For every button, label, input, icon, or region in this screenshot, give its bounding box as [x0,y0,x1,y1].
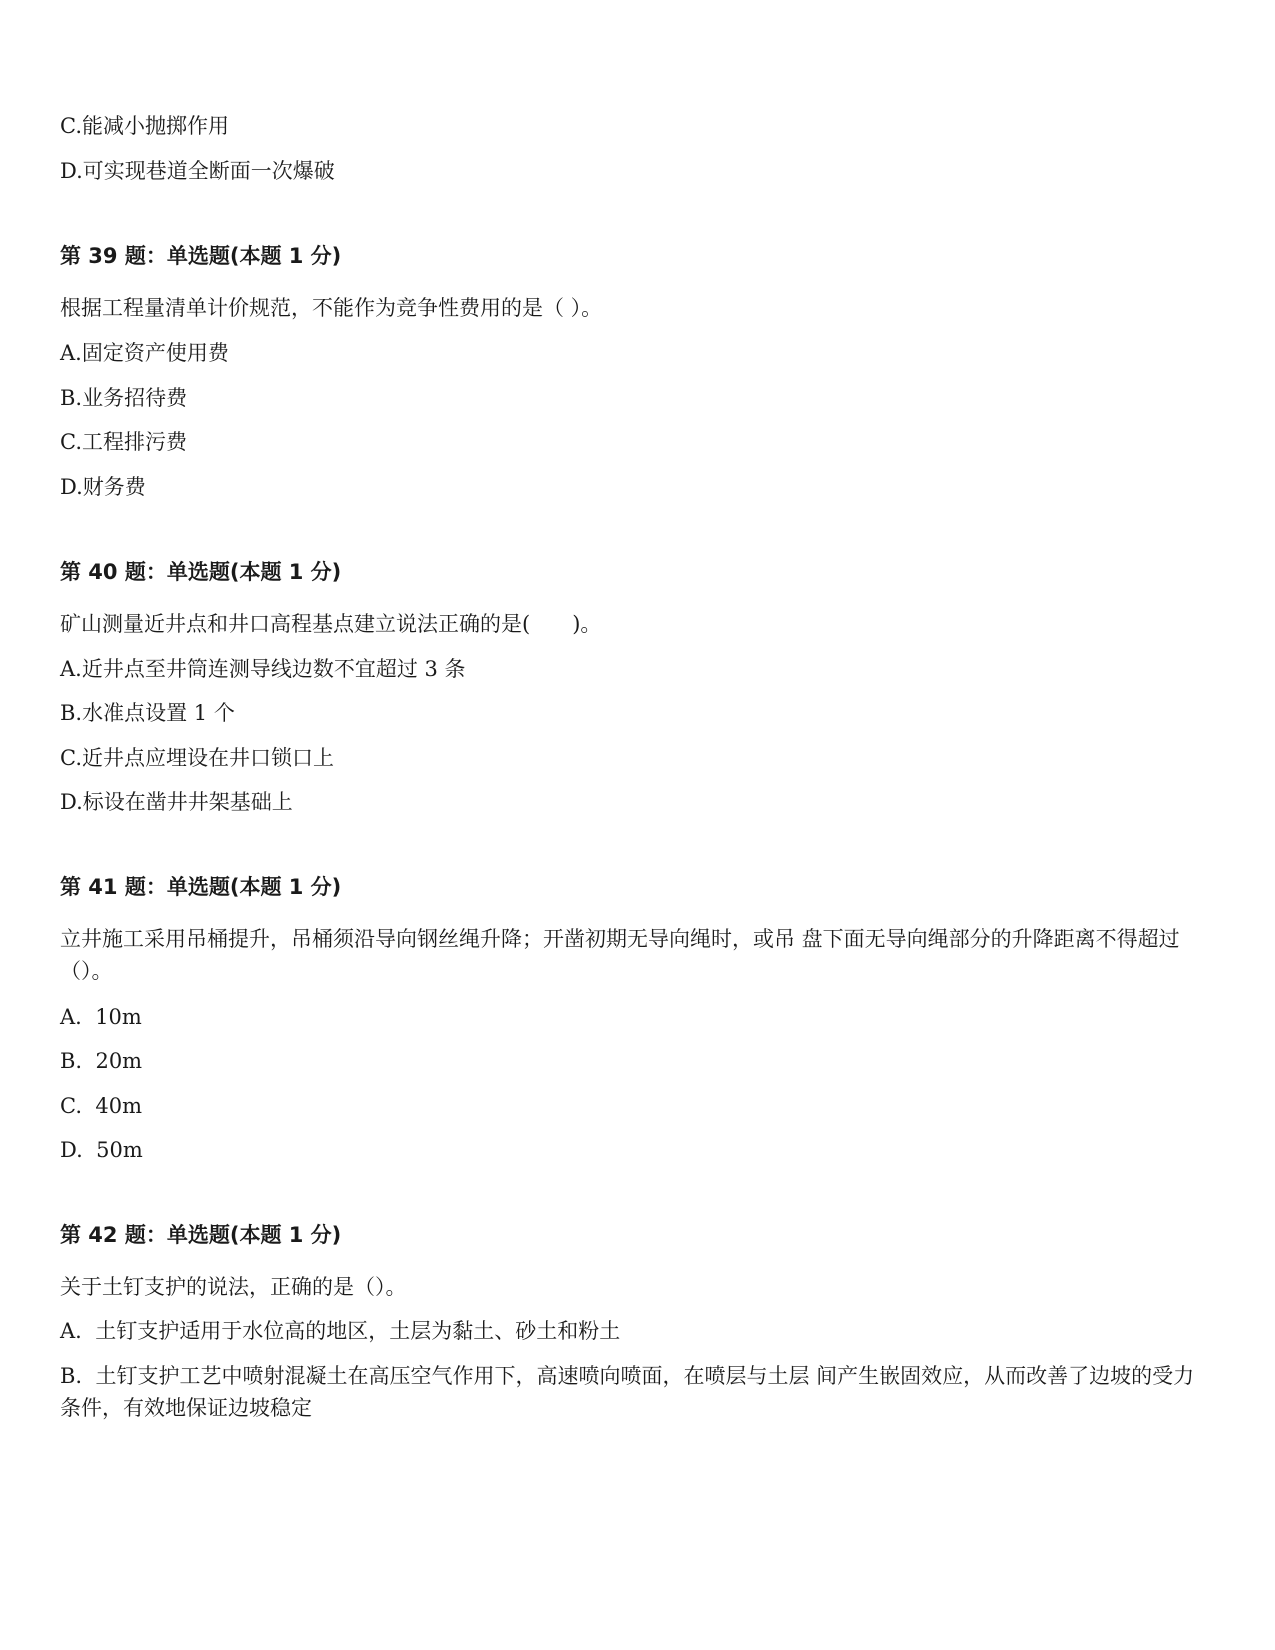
question-heading: 第 42 题：单选题(本题 1 分) [60,1223,342,1247]
option-b: B. 20m [60,1049,143,1073]
question-heading: 第 41 题：单选题(本题 1 分) [60,875,342,899]
question-stem: 根据工程量清单计价规范，不能作为竞争性费用的是（ ）。 [60,296,603,320]
option-c: C.近井点应埋设在井口锁口上 [60,746,334,770]
option-d: D.标设在凿井井架基础上 [60,790,293,814]
question-heading: 第 39 题：单选题(本题 1 分) [60,244,342,268]
question-stem: 矿山测量近井点和井口高程基点建立说法正确的是( )。 [60,612,602,636]
option-d: D.财务费 [60,475,146,499]
option-b: B.水准点设置 1 个 [60,701,235,725]
option-b: B. 土钉支护工艺中喷射混凝土在高压空气作用下，高速喷向喷面，在喷层与土层 间产生嵌固效应，从而改善了边坡的受力条件，有效地保证边坡稳定 [60,1364,1195,1420]
option-c: C. 40m [60,1094,142,1118]
option-a: A.近井点至井筒连测导线边数不宜超过 3 条 [60,657,466,681]
option-a: A. 10m [60,1005,142,1029]
question-stem: 关于土钉支护的说法，正确的是（）。 [60,1275,407,1299]
option-a: A. 土钉支护适用于水位高的地区，土层为黏土、砂土和粉土 [60,1319,621,1343]
option-d: D.可实现巷道全断面一次爆破 [60,159,335,183]
option-a: A.固定资产使用费 [60,341,229,365]
question-stem: 立井施工采用吊桶提升，吊桶须沿导向钢丝绳升降；开凿初期无导向绳时，或吊 盘下面无导向绳部分的升降距离不得超过（）。 [60,927,1180,983]
option-d: D. 50m [60,1138,143,1162]
option-c: C.能减小抛掷作用 [60,114,229,138]
question-heading: 第 40 题：单选题(本题 1 分) [60,560,342,584]
option-b: B.业务招待费 [60,386,188,410]
option-c: C.工程排污费 [60,430,187,454]
